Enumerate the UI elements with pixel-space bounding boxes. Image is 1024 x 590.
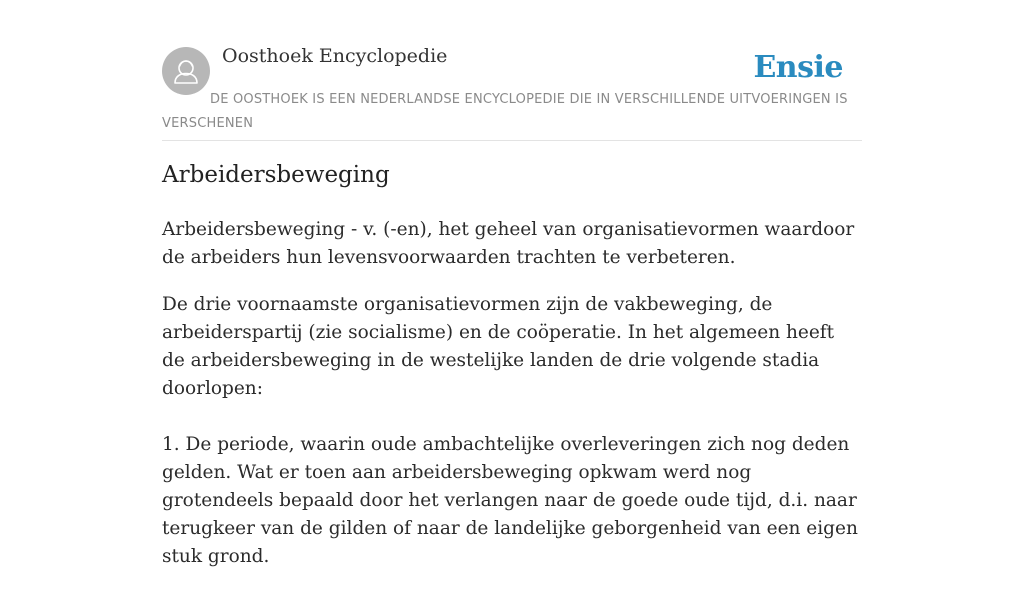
ensie-logo[interactable]: Ensie xyxy=(753,50,843,85)
source-header xyxy=(162,0,862,141)
article-container xyxy=(162,0,862,567)
article-paragraph: De drie voornaamste organisatievormen zijn de vakbeweging, de arbeiderspartij (zie socialisme) en de coöperatie. In het algemeen heeft de arbeidersbeweging in de westelijke landen de drie volgende stadia doorlopen: xyxy=(162,294,835,399)
article-paragraph: Arbeidersbeweging - v. (-en), het geheel van organisatievormen waardoor de arbeiders hun levensvoorwaarden trachten te verbeteren. xyxy=(162,219,855,268)
article-body xyxy=(162,216,862,590)
source-description: DE OOSTHOEK IS EEN NEDERLANDSE ENCYCLOPEDIE DIE IN VERSCHILLENDE UITVOERINGEN IS VERSCHENEN xyxy=(162,92,848,131)
article-paragraph: 1. De periode, waarin oude ambachtelijke overleveringen zich nog deden gelden. Wat er toen aan arbeidersbeweging opkwam werd nog grotendeels bepaald door het verlangen naar de goede oude tijd, d.i. naar terugkeer van de gilden of naar de landelijke geborgenheid van een eigen stuk grond. xyxy=(162,434,858,567)
source-title-link[interactable]: Oosthoek Encyclopedie xyxy=(222,45,448,67)
article-title: Arbeidersbeweging xyxy=(162,162,390,188)
